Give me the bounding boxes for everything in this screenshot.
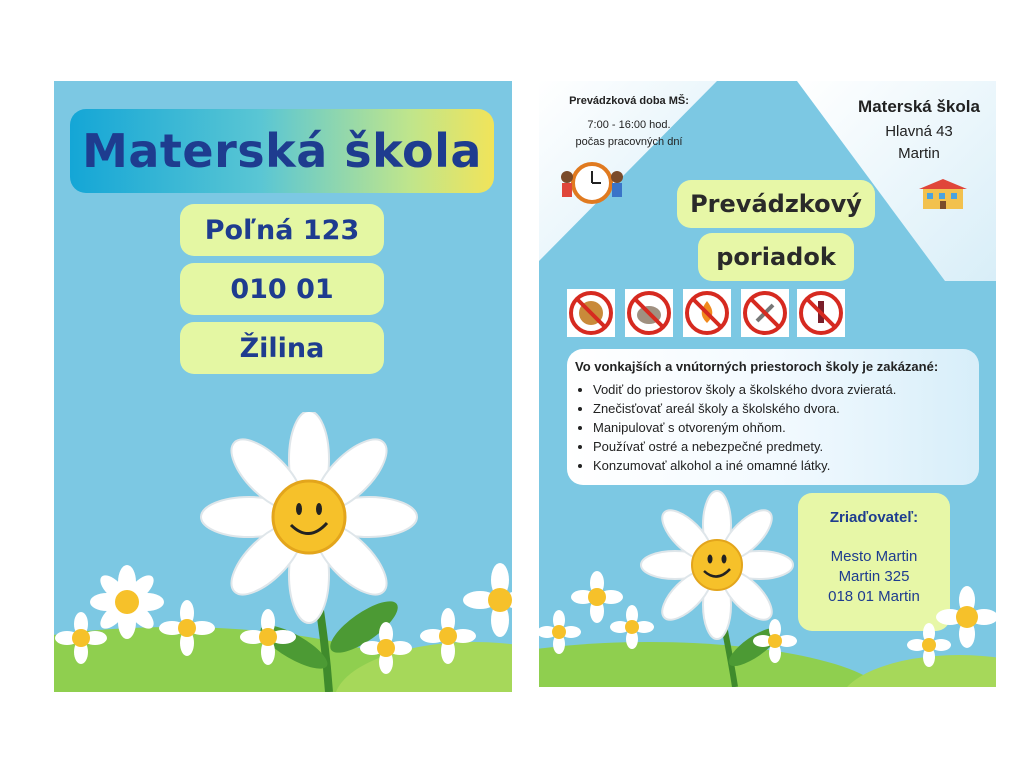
school-building-icon (917, 177, 969, 211)
left-poster (54, 81, 512, 692)
founder-city: 018 01 Martin (828, 588, 920, 605)
rules-title-line2: poriadok (698, 233, 854, 281)
address-street: Poľná 123 (180, 204, 384, 256)
rules-heading: Vo vonkajších a vnútorných priestoroch školy je zakázané: (575, 359, 939, 374)
no-alcohol-icon (797, 289, 845, 337)
clock-kids-icon (559, 159, 625, 205)
hours-days: počas pracovných dní (575, 136, 683, 148)
rules-box (567, 349, 979, 485)
founder-street: Martin 325 (838, 568, 910, 585)
address-zip: 010 01 (180, 263, 384, 315)
rules-title-line1: Prevádzkový (677, 180, 875, 228)
hours-time: 7:00 - 16:00 hod. (587, 119, 671, 131)
school-street: Hlavná 43 (885, 123, 953, 140)
school-name: Materská škola (858, 97, 980, 116)
no-fire-icon (683, 289, 731, 337)
flower-illustration (54, 412, 512, 692)
school-city: Martin (898, 145, 940, 162)
founder-name: Mesto Martin (830, 548, 918, 565)
poster-title: Materská škola (70, 109, 494, 193)
no-knife-icon (741, 289, 789, 337)
rule-item: • Používať ostré a nebezpečné predmety. (593, 437, 979, 456)
no-litter-icon (625, 289, 673, 337)
no-dog-icon (567, 289, 615, 337)
right-poster (539, 81, 996, 687)
hours-title: Prevádzková doba MŠ: (569, 95, 689, 107)
address-city: Žilina (180, 322, 384, 374)
founder-label: Zriaďovateľ: (829, 509, 919, 526)
flower-illustration-right (539, 477, 996, 687)
rule-item: • Manipulovať s otvoreným ohňom. (593, 418, 979, 437)
rule-item: • Konzumovať alkohol a iné omamné látky. (593, 456, 979, 475)
rule-item: • Znečisťovať areál školy a školského dvora. (593, 399, 979, 418)
rules-list (567, 380, 979, 475)
rule-item: • Vodiť do priestorov školy a školského dvora zvieratá. (593, 380, 979, 399)
